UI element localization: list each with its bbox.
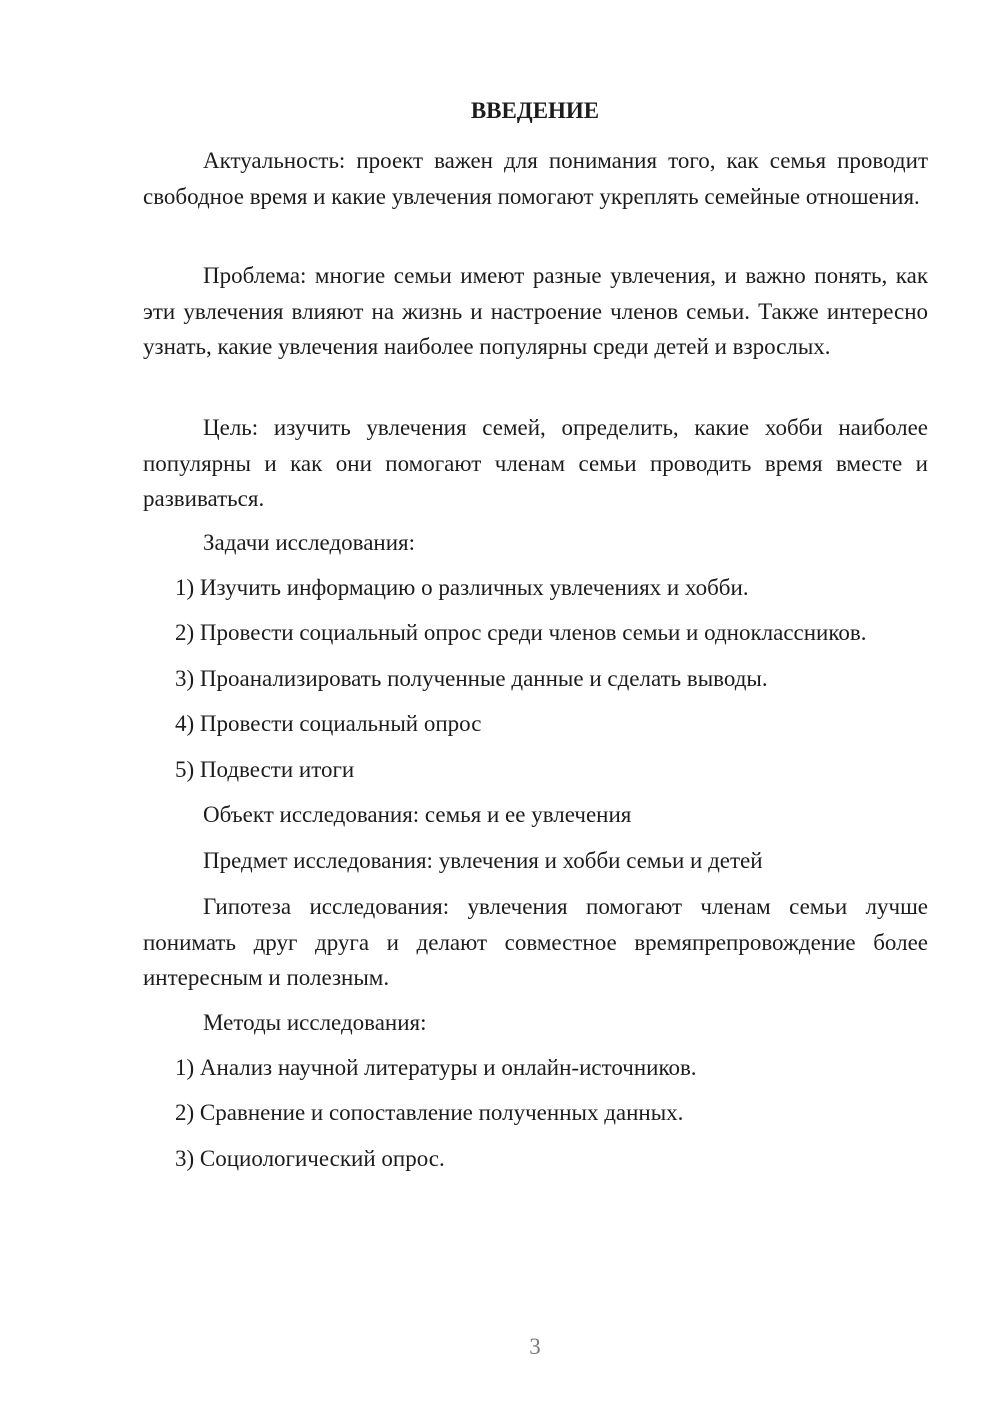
problem-paragraph: Проблема: многие семьи имеют разные увлечения, и важно понять, как эти увлечения влияют на жизнь и настроение членов семьи. Также интересно узнать, какие увлечения наиболее популярны среди детей и взрослых. <box>143 263 928 359</box>
tasks-title: Задачи исследования: <box>203 530 416 555</box>
goal-paragraph: Цель: изучить увлечения семей, определить, какие хобби наиболее популярны и как они помогают членам семьи проводить время вместе и развиваться. <box>143 415 928 511</box>
section-heading: ВВЕДЕНИЕ <box>470 98 600 123</box>
relevance-paragraph: Актуальность: проект важен для понимания того, как семья проводит свободное время и какие увлечения помогают укреплять семейные отношения. <box>143 148 928 209</box>
hypothesis-paragraph: Гипотеза исследования: увлечения помогают членам семьи лучше понимать друг друга и делают совместное времяпрепровождение более интересным и полезным. <box>143 894 928 990</box>
task-item-3: 3) Проанализировать полученные данные и сделать выводы. <box>175 666 768 691</box>
research-object: Объект исследования: семья и ее увлечения <box>203 802 632 827</box>
task-item-1: 1) Изучить информацию о различных увлечениях и хобби. <box>175 575 749 600</box>
method-item-2: 2) Сравнение и сопоставление полученных данных. <box>175 1100 684 1125</box>
method-item-3: 3) Социологический опрос. <box>175 1146 445 1171</box>
method-item-1: 1) Анализ научной литературы и онлайн-источников. <box>175 1055 697 1080</box>
methods-title: Методы исследования: <box>203 1010 427 1035</box>
page-number: 3 <box>529 1334 541 1359</box>
task-item-2: 2) Провести социальный опрос среди членов семьи и одноклассников. <box>175 620 867 645</box>
task-item-5: 5) Подвести итоги <box>175 757 355 782</box>
task-item-4: 4) Провести социальный опрос <box>175 711 482 736</box>
research-subject: Предмет исследования: увлечения и хобби семьи и детей <box>203 848 763 873</box>
